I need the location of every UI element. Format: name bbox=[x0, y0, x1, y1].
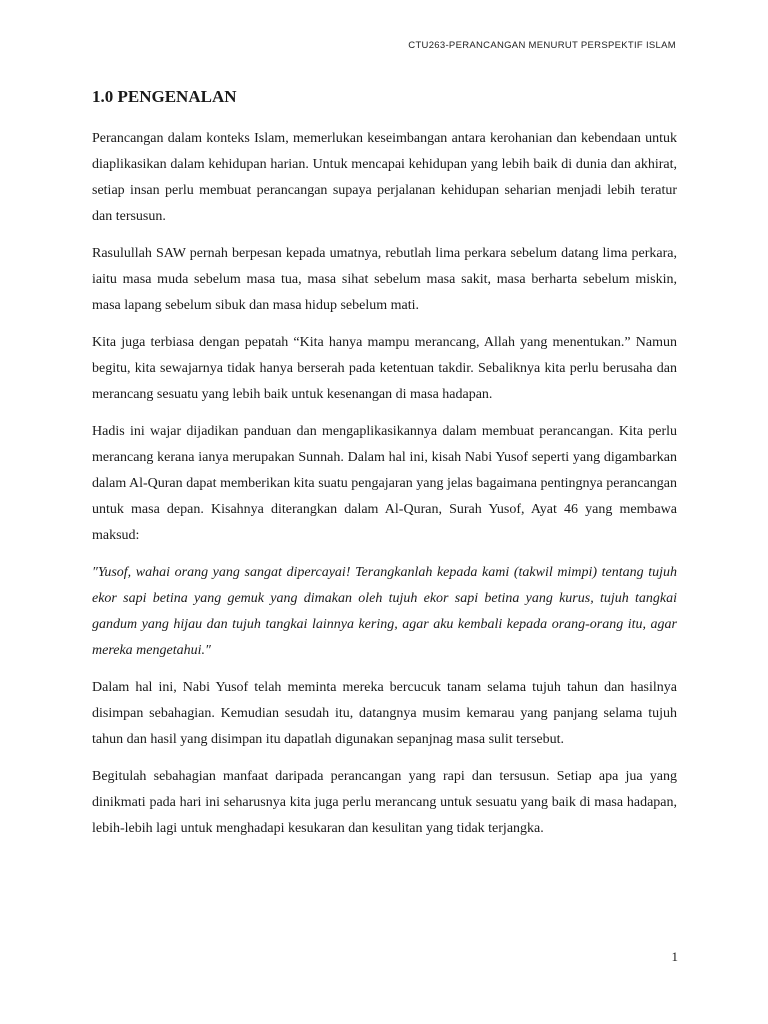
paragraph-4: Hadis ini wajar dijadikan panduan dan mengaplikasikannya dalam membuat perancangan. Kita perlu merancang kerana ianya merupakan Sunnah. Dalam hal ini, kisah Nabi Yusof seperti yang digambarkan dalam Al-Quran dapat memberikan kita suatu pengajaran yang jelas bagaimana pentingnya perancangan untuk masa depan. Kisahnya diterangkan dalam Al-Quran, Surah Yusof, Ayat 46 yang membawa maksud: bbox=[92, 424, 677, 543]
paragraph-1: Perancangan dalam konteks Islam, memerlukan keseimbangan antara kerohanian dan kebendaan untuk diaplikasikan dalam kehidupan harian. Untuk mencapai kehidupan yang lebih baik di dunia dan akhirat, setiap insan perlu membuat perancangan supaya perjalanan kehidupan seharian menjadi lebih teratur dan tersusun. bbox=[92, 131, 677, 224]
quran-quote: ″Yusof, wahai orang yang sangat dipercayai! Terangkanlah kepada kami (takwil mimpi) tentang tujuh ekor sapi betina yang gemuk yang dimakan oleh tujuh ekor sapi betina yang kurus, tujuh tangkai gandum yang hijau dan tujuh tangkai lainnya kering, agar aku kembali kepada orang-orang itu, agar mereka mengetahui.″ bbox=[92, 565, 677, 658]
paragraph-3: Kita juga terbiasa dengan pepatah “Kita hanya mampu merancang, Allah yang menentukan.” Namun begitu, kita sewajarnya tidak hanya berserah pada ketentuan takdir. Sebaliknya kita perlu berusaha dan merancang sesuatu yang lebih baik untuk kesenangan di masa hadapan. bbox=[92, 335, 677, 402]
paragraph-2: Rasulullah SAW pernah berpesan kepada umatnya, rebutlah lima perkara sebelum datang lima perkara, iaitu masa muda sebelum masa tua, masa sihat sebelum masa sakit, masa berharta sebelum miskin, masa lapang sebelum sibuk dan masa hidup sebelum mati. bbox=[92, 246, 677, 313]
page-content bbox=[92, 84, 677, 853]
paragraph-5: Dalam hal ini, Nabi Yusof telah meminta mereka bercucuk tanam selama tujuh tahun dan hasilnya disimpan sebahagian. Kemudian sesudah itu, datangnya musim kemarau yang panjang selama tujuh tahun dan hasil yang disimpan itu dapatlah digunakan sepanjnag masa sulit tersebut. bbox=[92, 680, 677, 747]
section-title: 1.0 PENGENALAN bbox=[92, 87, 237, 106]
paragraph-6: Begitulah sebahagian manfaat daripada perancangan yang rapi dan tersusun. Setiap apa jua yang dinikmati pada hari ini seharusnya kita juga perlu merancang untuk sesuatu yang baik di masa hadapan, lebih-lebih lagi untuk menghadapi kesukaran dan kesulitan yang tidak terjangka. bbox=[92, 769, 677, 836]
running-header: CTU263-PERANCANGAN MENURUT PERSPEKTIF ISLAM bbox=[408, 40, 676, 51]
page-number: 1 bbox=[671, 949, 678, 964]
